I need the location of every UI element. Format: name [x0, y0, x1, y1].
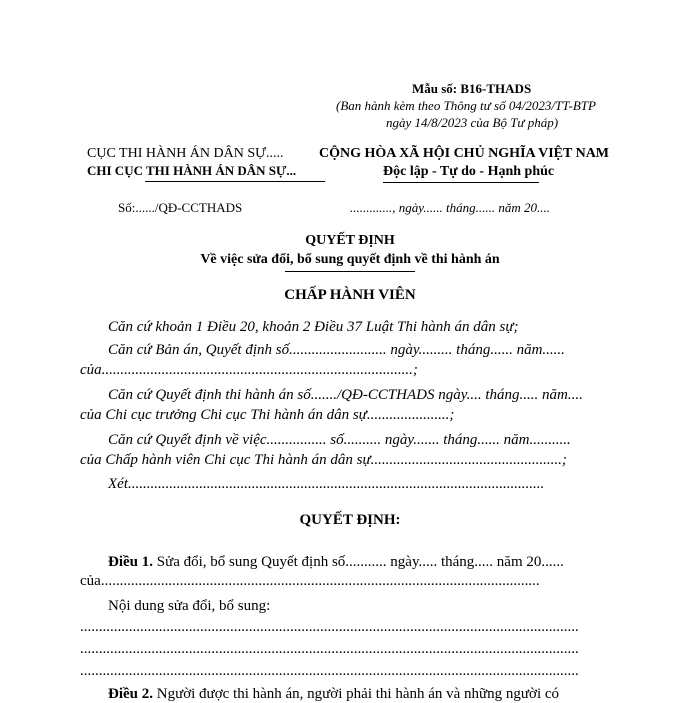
document-date: ............., ngày...... tháng...... năm 20....: [350, 200, 551, 215]
article-2-label: Điều 2.: [108, 686, 153, 702]
article-1-line2: của.....................................................................................................................: [80, 573, 540, 589]
article-1: [108, 554, 564, 571]
article-1-text: Sửa đổi, bổ sung Quyết định số........... ngày..... tháng..... năm 20......: [156, 554, 564, 570]
basis-consideration: Xét...............................................................................................................: [108, 476, 545, 492]
amendment-dots-3: .....................................................................................................................................: [80, 663, 579, 679]
basis-judgment-line1: Căn cứ Bản án, Quyết định số.......................... ngày......... tháng...... năm......: [108, 342, 565, 358]
basis-officer-decision-line1: Căn cứ Quyết định về việc................ số.......... ngày....... tháng...... năm...........: [108, 432, 571, 448]
article-1-label: Điều 1.: [108, 554, 153, 570]
basis-law: Căn cứ khoản 1 Điều 20, khoản 2 Điều 37 Luật Thi hành án dân sự;: [108, 319, 519, 335]
decision-heading: QUYẾT ĐỊNH:: [299, 512, 401, 528]
form-issued-line1: (Ban hành kèm theo Thông tư số 04/2023/TT-BTP: [336, 98, 596, 113]
nation-motto: Độc lập - Tự do - Hạnh phúc: [383, 164, 555, 179]
form-issued-line2: ngày 14/8/2023 của Bộ Tư pháp): [386, 115, 559, 130]
basis-enforcement-decision-line2: của Chi cục trưởng Chi cục Thi hành án dân sự......................;: [80, 407, 455, 423]
amendment-dots-1: .....................................................................................................................................: [80, 619, 579, 635]
document-number: Số:....../QĐ-CCTHADS: [118, 200, 243, 215]
article-2: [108, 686, 559, 703]
agency-name: CỤC THI HÀNH ÁN DÂN SỰ.....: [87, 146, 284, 161]
document-subtitle: Về việc sửa đổi, bổ sung quyết định về thi hành án: [200, 252, 500, 267]
basis-enforcement-decision-line1: Căn cứ Quyết định thi hành án số......./QĐ-CCTHADS ngày.... tháng..... năm....: [108, 387, 583, 403]
document-title: QUYẾT ĐỊNH: [305, 233, 395, 248]
amendment-dots-2: .....................................................................................................................................: [80, 641, 579, 657]
subtitle-underline: [285, 271, 415, 272]
form-code: Mẫu số: B16-THADS: [412, 81, 532, 96]
sub-agency-name: CHI CỤC THI HÀNH ÁN DÂN SỰ...: [87, 163, 297, 178]
agency-underline: [145, 181, 325, 182]
basis-judgment-line2: của...................................................................................;: [80, 362, 418, 378]
motto-underline: [383, 182, 539, 183]
article-2-text: Người được thi hành án, người phải thi hành án và những người có: [156, 686, 560, 702]
amendment-content-label: Nội dung sửa đổi, bổ sung:: [108, 598, 271, 614]
basis-officer-decision-line2: của Chấp hành viên Chi cục Thi hành án dân sự...................................................;: [80, 452, 567, 468]
nation-title: CỘNG HÒA XÃ HỘI CHỦ NGHĨA VIỆT NAM: [319, 146, 610, 161]
authority-title: CHẤP HÀNH VIÊN: [284, 287, 416, 303]
